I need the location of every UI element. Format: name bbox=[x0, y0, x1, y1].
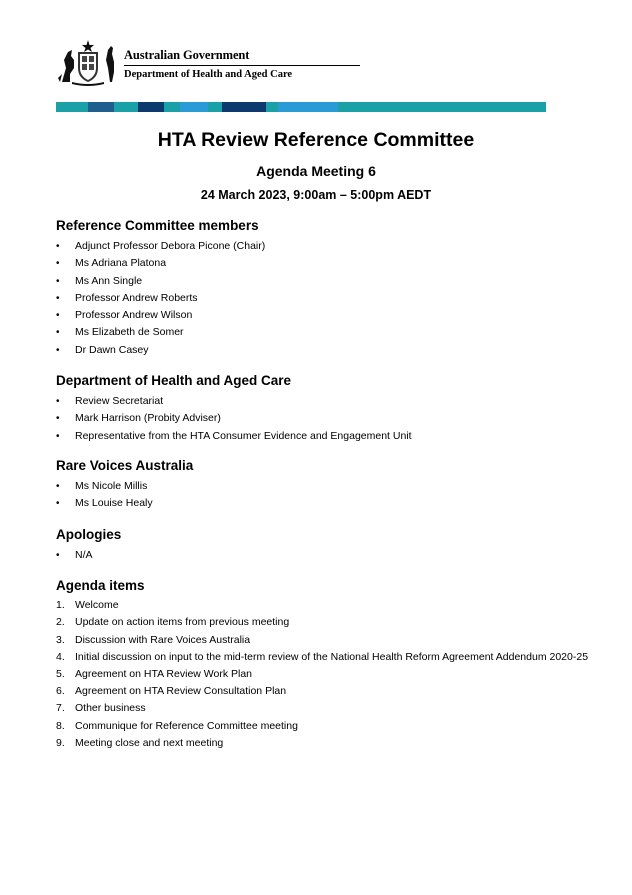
bullet-icon: • bbox=[56, 327, 60, 339]
list-item: • Ms Ann Single bbox=[56, 273, 265, 290]
list-item: • Representative from the HTA Consumer Evidence and Engagement Unit bbox=[56, 428, 412, 445]
list-item: • Adjunct Professor Debora Picone (Chair) bbox=[56, 238, 265, 255]
agenda-list bbox=[56, 597, 595, 752]
agenda-item: 2. Update on action items from previous meeting bbox=[56, 616, 290, 629]
bullet-icon: • bbox=[56, 430, 60, 442]
bullet-icon: • bbox=[56, 275, 60, 287]
bullet-icon: • bbox=[56, 413, 60, 425]
list-item: • Review Secretariat bbox=[56, 393, 412, 410]
department-list bbox=[56, 393, 412, 445]
list-item: • N/A bbox=[56, 547, 93, 564]
stripe-segment bbox=[114, 102, 138, 112]
bullet-icon: • bbox=[56, 498, 60, 510]
page-title: HTA Review Reference Committee bbox=[157, 129, 475, 151]
bullet-icon: • bbox=[56, 292, 60, 304]
list-item: • Professor Andrew Wilson bbox=[56, 307, 265, 324]
bullet-icon: • bbox=[56, 481, 60, 492]
bullet-icon: • bbox=[56, 241, 60, 252]
meeting-date: 24 March 2023, 9:00am – 5:00pm AEDT bbox=[200, 188, 432, 202]
section-heading-apologies: Apologies bbox=[56, 527, 122, 542]
agenda-item: 7. Other business bbox=[56, 702, 146, 715]
list-item: • Ms Louise Healy bbox=[56, 495, 153, 512]
bullet-icon: • bbox=[56, 550, 60, 561]
agenda-item: 4. Initial discussion on input to the mid-term review of the National Health Reform Agreement Addendum 2020-25 bbox=[56, 650, 589, 663]
agenda-item: 3. Discussion with Rare Voices Australia bbox=[56, 633, 251, 646]
stripe-segment bbox=[138, 102, 164, 112]
rva-list bbox=[56, 478, 153, 513]
government-logo bbox=[56, 36, 316, 88]
bullet-icon: • bbox=[56, 258, 60, 270]
agenda-item: 9. Meeting close and next meeting bbox=[56, 737, 224, 750]
agenda-item: 5. Agreement on HTA Review Work Plan bbox=[56, 667, 253, 680]
agenda-item: 1. Welcome bbox=[56, 599, 119, 611]
decorative-stripe bbox=[56, 102, 546, 112]
stripe-segment bbox=[338, 102, 546, 112]
stripe-segment bbox=[222, 102, 266, 112]
agenda-item: 6. Agreement on HTA Review Consultation Plan bbox=[56, 685, 287, 698]
section-heading-rva: Rare Voices Australia bbox=[56, 458, 194, 473]
bullet-icon: • bbox=[56, 344, 60, 356]
stripe-segment bbox=[278, 102, 338, 112]
list-item: • Ms Elizabeth de Somer bbox=[56, 324, 265, 341]
apologies-list bbox=[56, 547, 93, 564]
department-name: Department of Health and Aged Care bbox=[124, 69, 293, 80]
stripe-segment bbox=[88, 102, 114, 112]
section-heading-agenda: Agenda items bbox=[56, 578, 145, 593]
divider bbox=[124, 65, 360, 66]
section-heading-members: Reference Committee members bbox=[56, 218, 259, 233]
stripe-segment bbox=[180, 102, 208, 112]
page-subtitle: Agenda Meeting 6 bbox=[256, 163, 376, 179]
list-item: • Dr Dawn Casey bbox=[56, 342, 265, 359]
bullet-icon: • bbox=[56, 396, 60, 407]
list-item: • Professor Andrew Roberts bbox=[56, 290, 265, 307]
stripe-segment bbox=[164, 102, 180, 112]
section-heading-department: Department of Health and Aged Care bbox=[56, 373, 292, 388]
stripe-segment bbox=[208, 102, 222, 112]
coat-of-arms-icon bbox=[56, 38, 120, 86]
agenda-item: 8. Communique for Reference Committee meeting bbox=[56, 719, 298, 732]
stripe-segment bbox=[56, 102, 88, 112]
bullet-icon: • bbox=[56, 310, 60, 322]
list-item: • Ms Nicole Millis bbox=[56, 478, 153, 495]
members-list bbox=[56, 238, 265, 359]
government-name: Australian Government bbox=[124, 48, 250, 62]
list-item: • Mark Harrison (Probity Adviser) bbox=[56, 410, 412, 427]
stripe-segment bbox=[266, 102, 278, 112]
list-item: • Ms Adriana Platona bbox=[56, 255, 265, 272]
